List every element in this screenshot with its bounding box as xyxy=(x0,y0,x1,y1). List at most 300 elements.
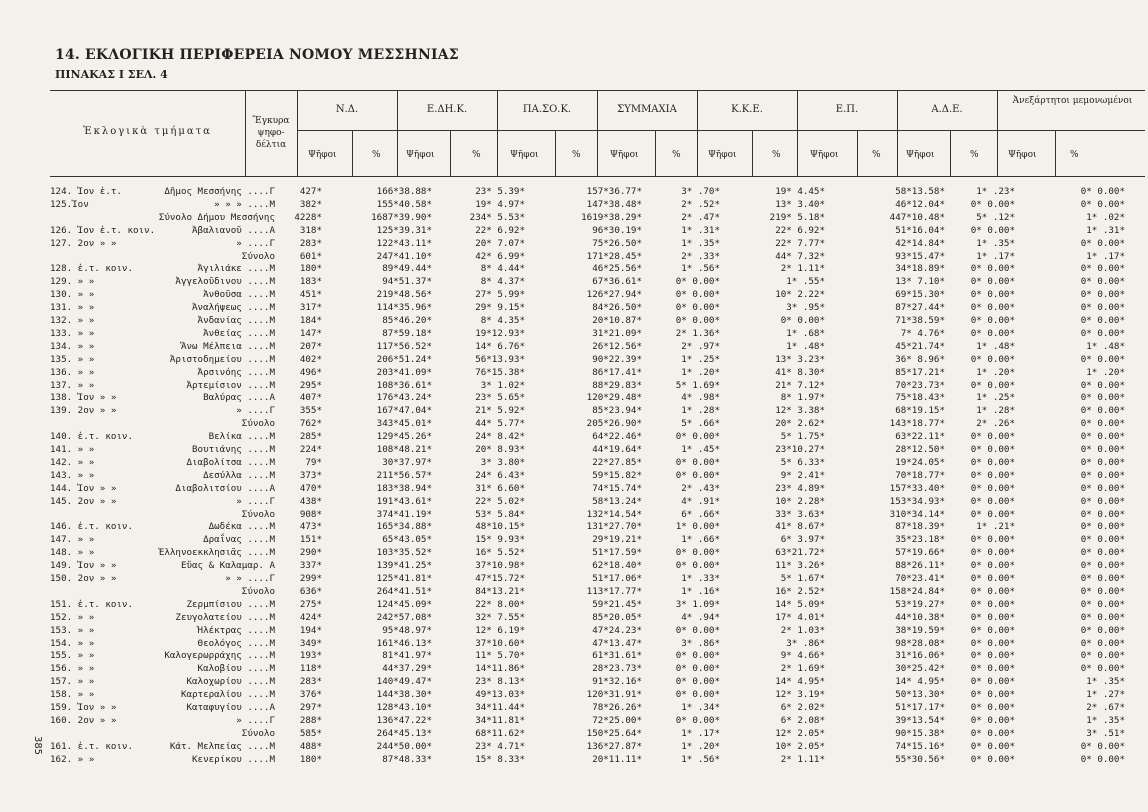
row-number: 128. ἐ.τ. κοιν. xyxy=(50,263,133,275)
row-label: Δραΐνας ....Μ xyxy=(203,534,275,546)
table-row xyxy=(50,418,1145,430)
nd-result: 264*41.51* xyxy=(376,585,432,597)
table-row xyxy=(50,444,1145,456)
pasok-result: 72*25.00* xyxy=(592,714,642,726)
row-number: 130. » » xyxy=(50,289,95,301)
row-number: 139. 2ον » » xyxy=(50,405,117,417)
edik-result: 27* 5.99* xyxy=(475,289,525,301)
table-row xyxy=(50,405,1145,417)
row-label: » ....Γ xyxy=(236,495,275,507)
table-row xyxy=(50,470,1145,482)
pasok-result: 20*11.11* xyxy=(592,753,642,765)
kke-result: 13* 3.40* xyxy=(775,198,825,210)
row-label: Σύνολο xyxy=(241,585,275,597)
nd-result: 30*37.97* xyxy=(382,456,432,468)
kke-result: 23*10.27* xyxy=(775,444,825,455)
nd-result: 81*41.97* xyxy=(382,650,432,662)
party-header: Κ.Κ.Ε. xyxy=(731,104,763,115)
ade-result: 2* .26* xyxy=(976,418,1015,430)
independents-result: 0* 0.00* xyxy=(1080,405,1125,417)
table-row xyxy=(50,431,1145,443)
ep-result: 28*12.50* xyxy=(895,444,945,455)
row-label: Ἀναλήψεως ....Μ xyxy=(192,302,275,314)
independents-result: 0* 0.00* xyxy=(1080,482,1125,494)
table-row xyxy=(50,702,1145,714)
row-label: Σύνολο xyxy=(241,727,275,739)
ade-result: 0* 0.00* xyxy=(970,289,1015,301)
independents-result: 0* 0.00* xyxy=(1080,469,1125,481)
valid-ballots: 184* xyxy=(299,315,322,326)
row-number: 156. » » xyxy=(50,663,95,675)
symmachia-result: 0* 0.00* xyxy=(675,714,720,726)
kke-result: 1* .55* xyxy=(786,276,825,288)
independents-result: 0* 0.00* xyxy=(1080,456,1125,468)
votes-subheader: Ψῆφοι xyxy=(610,150,639,160)
pasok-result: 58*13.24* xyxy=(592,495,642,507)
kke-result: 3* .95* xyxy=(786,302,825,314)
kke-result: 5* 1.75* xyxy=(780,431,825,443)
valid-ballots: 438* xyxy=(299,495,322,507)
symmachia-result: 3* .70* xyxy=(681,186,720,197)
ade-result: 0* 0.00* xyxy=(970,315,1015,326)
valid-ballots: 180* xyxy=(299,753,322,765)
edik-result: 23* 8.13* xyxy=(475,676,525,688)
nd-result: 85*46.20* xyxy=(382,315,432,326)
symmachia-result: 0* 0.00* xyxy=(675,676,720,688)
symmachia-result: 0* 0.00* xyxy=(675,650,720,662)
row-label: Σύνολο xyxy=(241,508,275,520)
independents-result: 0* 0.00* xyxy=(1080,663,1125,675)
independents-result: 1* .27* xyxy=(1086,689,1125,701)
ade-result: 0* 0.00* xyxy=(970,560,1015,572)
independents-result: 1* .35* xyxy=(1086,676,1125,688)
pasok-result: 85*23.94* xyxy=(592,405,642,417)
pasok-result: 120*29.48* xyxy=(586,392,642,404)
valid-ballots: 762* xyxy=(299,418,322,430)
nd-result: 129*45.26* xyxy=(376,431,432,443)
ep-result: 51*17.17* xyxy=(895,702,945,713)
symmachia-result: 1* .34* xyxy=(681,702,720,713)
ade-result: 0* 0.00* xyxy=(970,353,1015,365)
edik-result: 42* 6.99* xyxy=(475,250,525,262)
row-label: Ἀβαλιανοῦ ....Α xyxy=(192,224,275,236)
valid-ballots: 636* xyxy=(299,585,322,597)
row-label: Ἀγιλιάκε ....Μ xyxy=(197,263,275,275)
ep-result: 88*26.11* xyxy=(895,560,945,572)
kke-result: 44* 7.32* xyxy=(775,250,825,262)
independents-result: 1* .48* xyxy=(1086,340,1125,352)
ep-result: 51*16.04* xyxy=(895,224,945,236)
header-divider xyxy=(697,90,698,176)
kke-result: 21* 7.12* xyxy=(775,379,825,391)
edik-result: 20* 7.07* xyxy=(475,237,525,249)
edik-result: 34*11.81* xyxy=(475,714,525,726)
kke-result: 5* 6.33* xyxy=(780,456,825,468)
edik-result: 14*11.86* xyxy=(475,663,525,675)
independents-result: 0* 0.00* xyxy=(1080,624,1125,636)
symmachia-result: 1* .25* xyxy=(681,353,720,365)
row-number: 138. Ἰον » » xyxy=(50,392,117,404)
nd-result: 165*34.88* xyxy=(376,521,432,533)
valid-ballots: 601* xyxy=(299,250,322,262)
votes-subheader: Ψῆφοι xyxy=(906,150,935,160)
edik-result: 20* 8.93* xyxy=(475,444,525,455)
nd-result: 65*43.05* xyxy=(382,534,432,546)
edik-result: 22* 5.02* xyxy=(475,495,525,507)
ade-result: 0* 0.00* xyxy=(970,302,1015,314)
party-header: Α.Δ.Ε. xyxy=(931,104,963,115)
symmachia-result: 2* .43* xyxy=(681,482,720,494)
table-row xyxy=(50,315,1145,327)
nd-result: 161*46.13* xyxy=(376,637,432,649)
ade-result: 0* 0.00* xyxy=(970,327,1015,339)
edik-result: 84*13.21* xyxy=(475,585,525,597)
independents-result: 0* 0.00* xyxy=(1080,353,1125,365)
votes-subheader: Ψῆφοι xyxy=(510,150,539,160)
nd-result: 94*51.37* xyxy=(382,276,432,288)
independents-result: 0* 0.00* xyxy=(1080,263,1125,275)
ade-result: 1* .23* xyxy=(976,186,1015,197)
row-label: Διαβολιτσίου ....Α xyxy=(175,482,275,494)
nd-result: 128*43.10* xyxy=(376,702,432,713)
percent-subheader: % xyxy=(672,150,681,160)
kke-result: 9* 4.66* xyxy=(780,650,825,662)
edik-result: 76*15.38* xyxy=(475,366,525,378)
ade-result: 0* 0.00* xyxy=(970,740,1015,752)
row-label: Σύνολο Δήμου Μεσσήνης xyxy=(158,211,275,223)
pasok-result: 136*27.87* xyxy=(586,740,642,752)
kke-result: 6* 2.08* xyxy=(780,714,825,726)
symmachia-result: 0* 0.00* xyxy=(675,431,720,443)
nd-result: 87*48.33* xyxy=(382,753,432,765)
independents-result: 0* 0.00* xyxy=(1080,418,1125,430)
table-row xyxy=(50,354,1145,366)
row-label: Καλοχωρίου ....Μ xyxy=(186,676,275,688)
table-row xyxy=(50,689,1145,701)
header-divider xyxy=(997,90,998,176)
valid-ballots: 151* xyxy=(299,534,322,546)
edik-result: 23* 5.39* xyxy=(475,186,525,197)
ep-result: 75*18.43* xyxy=(895,392,945,404)
kke-result: 10* 2.22* xyxy=(775,289,825,301)
valid-ballots: 275* xyxy=(299,598,322,610)
row-number: 150. 2ον » » xyxy=(50,573,117,584)
nd-result: 206*51.24* xyxy=(376,353,432,365)
independents-result: 0* 0.00* xyxy=(1080,198,1125,210)
nd-result: 242*57.08* xyxy=(376,611,432,623)
nd-result: 139*41.25* xyxy=(376,560,432,572)
ep-result: 93*15.47* xyxy=(895,250,945,262)
row-label: Κάτ. Μελπείας ....Μ xyxy=(169,740,275,752)
valid-ballots-header: Ἔγκυρα ψηφο- δέλτια xyxy=(252,116,290,150)
row-number: 149. Ἰον » » xyxy=(50,560,117,572)
ade-result: 1* .25* xyxy=(976,392,1015,404)
pasok-result: 78*26.26* xyxy=(592,702,642,713)
edik-result: 23* 4.71* xyxy=(475,740,525,752)
valid-ballots: 488* xyxy=(299,740,322,752)
edik-result: 53* 5.84* xyxy=(475,508,525,520)
symmachia-result: 1* .20* xyxy=(681,740,720,752)
independents-result: 0* 0.00* xyxy=(1080,508,1125,520)
header-divider xyxy=(397,90,398,176)
row-number: 148. » » xyxy=(50,547,95,559)
valid-ballots: 407* xyxy=(299,392,322,404)
pasok-result: 44*19.64* xyxy=(592,444,642,455)
independents-result: 0* 0.00* xyxy=(1080,598,1125,610)
row-label: Ἀριστοδημείου ....Μ xyxy=(169,353,275,365)
symmachia-result: 1* .66* xyxy=(681,534,720,546)
edik-result: 16* 5.52* xyxy=(475,547,525,559)
valid-ballots: 299* xyxy=(299,573,322,584)
kke-result: 3* .86* xyxy=(786,637,825,649)
header-divider xyxy=(597,90,598,176)
symmachia-result: 2* .33* xyxy=(681,250,720,262)
valid-ballots: 402* xyxy=(299,353,322,365)
nd-result: 264*45.13* xyxy=(376,727,432,739)
pasok-result: 20*10.87* xyxy=(592,315,642,326)
table-row xyxy=(50,392,1145,404)
header-divider xyxy=(297,90,298,176)
edik-result: 15* 8.33* xyxy=(475,753,525,765)
row-label: Ἀνθοῦσα ....Μ xyxy=(203,289,275,301)
ade-result: 0* 0.00* xyxy=(970,263,1015,275)
ep-result: 45*21.74* xyxy=(895,340,945,352)
table-row xyxy=(50,483,1145,495)
pasok-result: 26*12.56* xyxy=(592,340,642,352)
ade-result: 0* 0.00* xyxy=(970,585,1015,597)
ep-result: 153*34.93* xyxy=(889,495,945,507)
row-label: Θεολόγος ....Μ xyxy=(197,637,275,649)
symmachia-result: 0* 0.00* xyxy=(675,289,720,301)
pasok-result: 171*28.45* xyxy=(586,250,642,262)
symmachia-result: 1* .20* xyxy=(681,366,720,378)
kke-result: 22* 6.92* xyxy=(775,224,825,236)
ade-result: 0* 0.00* xyxy=(970,469,1015,481)
party-header: Ἀνεξάρτητοι μεμονωμένοι xyxy=(1012,96,1133,106)
pasok-result: 147*38.48* xyxy=(586,198,642,210)
row-label: » ....Γ xyxy=(236,237,275,249)
symmachia-result: 0* 0.00* xyxy=(675,302,720,314)
valid-ballots: 585* xyxy=(299,727,322,739)
edik-result: 32* 7.55* xyxy=(475,611,525,623)
kke-result: 17* 4.01* xyxy=(775,611,825,623)
ep-result: 70*23.41* xyxy=(895,573,945,584)
kke-result: 6* 3.97* xyxy=(780,534,825,546)
table-row xyxy=(50,212,1145,224)
symmachia-result: 4* .94* xyxy=(681,611,720,623)
row-number: 159. Ἰον » » xyxy=(50,702,117,713)
row-number: 129. » » xyxy=(50,276,95,288)
independents-result: 0* 0.00* xyxy=(1080,740,1125,752)
ade-result: 0* 0.00* xyxy=(970,276,1015,288)
row-label: Σύνολο xyxy=(241,250,275,262)
edik-result: 234* 5.53* xyxy=(469,211,525,223)
header-subdivider xyxy=(352,130,353,176)
votes-subheader: Ψῆφοι xyxy=(708,150,737,160)
ep-result: 30*25.42* xyxy=(895,663,945,675)
edik-result: 37*10.60* xyxy=(475,637,525,649)
edik-result: 22* 6.92* xyxy=(475,224,525,236)
votes-subheader: Ψῆφοι xyxy=(1008,150,1037,160)
pasok-result: 132*14.54* xyxy=(586,508,642,520)
edik-result: 24* 6.43* xyxy=(475,469,525,481)
header-subdivider xyxy=(655,130,656,176)
edik-result: 12* 6.19* xyxy=(475,624,525,636)
row-label: Ἀνθείας ....Μ xyxy=(203,327,275,339)
symmachia-result: 0* 0.00* xyxy=(675,456,720,468)
pasok-result: 113*17.77* xyxy=(586,585,642,597)
independents-result: 0* 0.00* xyxy=(1080,379,1125,391)
ade-result: 1* .21* xyxy=(976,521,1015,533)
valid-ballots: 318* xyxy=(299,224,322,236)
ade-result: 0* 0.00* xyxy=(970,431,1015,443)
kke-result: 5* 1.67* xyxy=(780,573,825,584)
row-number: 125.Ἰον xyxy=(50,198,89,210)
ep-result: 447*10.48* xyxy=(889,211,945,223)
valid-ballots: 283* xyxy=(299,676,322,688)
independents-result: 0* 0.00* xyxy=(1080,431,1125,443)
pasok-result: 62*18.40* xyxy=(592,560,642,572)
ep-result: 158*24.84* xyxy=(889,585,945,597)
nd-result: 103*35.52* xyxy=(376,547,432,559)
row-label: Καταφυγίου ....Α xyxy=(186,702,275,713)
ep-result: 87*18.39* xyxy=(895,521,945,533)
edik-result: 56*13.93* xyxy=(475,353,525,365)
ep-result: 68*19.15* xyxy=(895,405,945,417)
ep-result: 19*24.05* xyxy=(895,456,945,468)
ade-result: 0* 0.00* xyxy=(970,379,1015,391)
nd-result: 191*43.61* xyxy=(376,495,432,507)
nd-result: 203*41.09* xyxy=(376,366,432,378)
row-label: Ἠλέκτρας ....Μ xyxy=(197,624,275,636)
kke-result: 20* 2.62* xyxy=(775,418,825,430)
ep-result: 69*15.30* xyxy=(895,289,945,301)
symmachia-result: 1* .56* xyxy=(681,263,720,275)
ep-result: 50*13.30* xyxy=(895,689,945,701)
row-number: 131. » » xyxy=(50,302,95,314)
valid-ballots: 285* xyxy=(299,431,322,443)
valid-ballots: 337* xyxy=(299,560,322,572)
table-row xyxy=(50,599,1145,611)
symmachia-result: 1* 0.00* xyxy=(675,521,720,533)
symmachia-result: 4* .98* xyxy=(681,392,720,404)
row-label: Ἀρτεμίσιον ....Μ xyxy=(186,379,275,391)
table-row xyxy=(50,289,1145,301)
ep-result: 87*27.44* xyxy=(895,302,945,314)
edik-result: 19* 4.97* xyxy=(475,198,525,210)
header-divider xyxy=(797,90,798,176)
table-row xyxy=(50,509,1145,521)
row-label: Ἑλληνοεκκλησιᾶς ....Μ xyxy=(158,547,275,559)
kke-result: 10* 2.28* xyxy=(775,495,825,507)
edik-result: 37*10.98* xyxy=(475,560,525,572)
independents-result: 0* 0.00* xyxy=(1080,534,1125,546)
edik-result: 21* 5.92* xyxy=(475,405,525,417)
ade-result: 0* 0.00* xyxy=(970,534,1015,546)
symmachia-result: 6* .66* xyxy=(681,508,720,520)
table-row xyxy=(50,547,1145,559)
pasok-result: 28*23.73* xyxy=(592,663,642,675)
edik-result: 14* 6.76* xyxy=(475,340,525,352)
kke-result: 1* .68* xyxy=(786,327,825,339)
kke-result: 2* 1.69* xyxy=(780,663,825,675)
table-row xyxy=(50,586,1145,598)
ep-result: 74*15.16* xyxy=(895,740,945,752)
percent-subheader: % xyxy=(372,150,381,160)
independents-result: 0* 0.00* xyxy=(1080,611,1125,623)
edik-result: 68*11.62* xyxy=(475,727,525,739)
ep-result: 57*19.66* xyxy=(895,547,945,559)
row-label: Ἀρσινόης ....Μ xyxy=(197,366,275,378)
edik-result: 44* 5.77* xyxy=(475,418,525,430)
table-row xyxy=(50,728,1145,740)
ade-result: 0* 0.00* xyxy=(970,637,1015,649)
table-row xyxy=(50,754,1145,766)
kke-result: 219* 5.18* xyxy=(769,211,825,223)
kke-result: 41* 8.30* xyxy=(775,366,825,378)
ade-result: 1* .35* xyxy=(976,237,1015,249)
row-label: Βουτιάνης ....Μ xyxy=(192,444,275,455)
ep-result: 31*16.06* xyxy=(895,650,945,662)
pasok-result: 1619*38.29* xyxy=(581,211,642,223)
row-label: Δῆμος Μεσσήνης ....Γ xyxy=(164,186,275,197)
ep-result: 44*10.38* xyxy=(895,611,945,623)
independents-result: 0* 0.00* xyxy=(1080,276,1125,288)
ade-result: 0* 0.00* xyxy=(970,598,1015,610)
row-number: 160. 2ον » » xyxy=(50,714,117,726)
kke-result: 14* 5.09* xyxy=(775,598,825,610)
pasok-result: 51*17.59* xyxy=(592,547,642,559)
kke-result: 22* 7.77* xyxy=(775,237,825,249)
header-subdivider xyxy=(950,130,951,176)
edik-result: 34*11.44* xyxy=(475,702,525,713)
independents-result: 0* 0.00* xyxy=(1080,495,1125,507)
edik-result: 3* 1.02* xyxy=(480,379,525,391)
valid-ballots: 473* xyxy=(299,521,322,533)
kke-result: 9* 2.41* xyxy=(780,469,825,481)
symmachia-result: 1* .16* xyxy=(681,585,720,597)
independents-result: 0* 0.00* xyxy=(1080,521,1125,533)
ep-result: 98*28.08* xyxy=(895,637,945,649)
table-row xyxy=(50,276,1145,288)
edik-result: 11* 5.70* xyxy=(475,650,525,662)
ade-result: 0* 0.00* xyxy=(970,547,1015,559)
valid-ballots: 382* xyxy=(299,198,322,210)
header-divider xyxy=(497,90,498,176)
valid-ballots: 118* xyxy=(299,663,322,675)
pasok-result: 61*31.61* xyxy=(592,650,642,662)
row-label: Ζευγολατείου ....Μ xyxy=(175,611,275,623)
kke-result: 16* 2.52* xyxy=(775,585,825,597)
symmachia-result: 3* .86* xyxy=(681,637,720,649)
page-title: 14. ΕΚΛΟΓΙΚΗ ΠΕΡΙΦΕΡΕΙΑ ΝΟΜΟΥ ΜΕΣΣΗΝΙΑΣ xyxy=(55,47,459,63)
valid-ballots: 288* xyxy=(299,714,322,726)
percent-subheader: % xyxy=(872,150,881,160)
pasok-result: 84*26.50* xyxy=(592,302,642,314)
row-number: 155. » » xyxy=(50,650,95,662)
pasok-result: 46*25.56* xyxy=(592,263,642,275)
valid-ballots: 297* xyxy=(299,702,322,713)
nd-result: 166*38.88* xyxy=(376,186,432,197)
ade-result: 0* 0.00* xyxy=(970,573,1015,584)
independents-result: 3* .51* xyxy=(1086,727,1125,739)
row-number: 157. » » xyxy=(50,676,95,688)
ep-result: 71*38.59* xyxy=(895,315,945,326)
nd-result: 95*48.97* xyxy=(382,624,432,636)
symmachia-result: 2* .47* xyxy=(681,211,720,223)
table-row xyxy=(50,638,1145,650)
symmachia-result: 1* .17* xyxy=(681,727,720,739)
